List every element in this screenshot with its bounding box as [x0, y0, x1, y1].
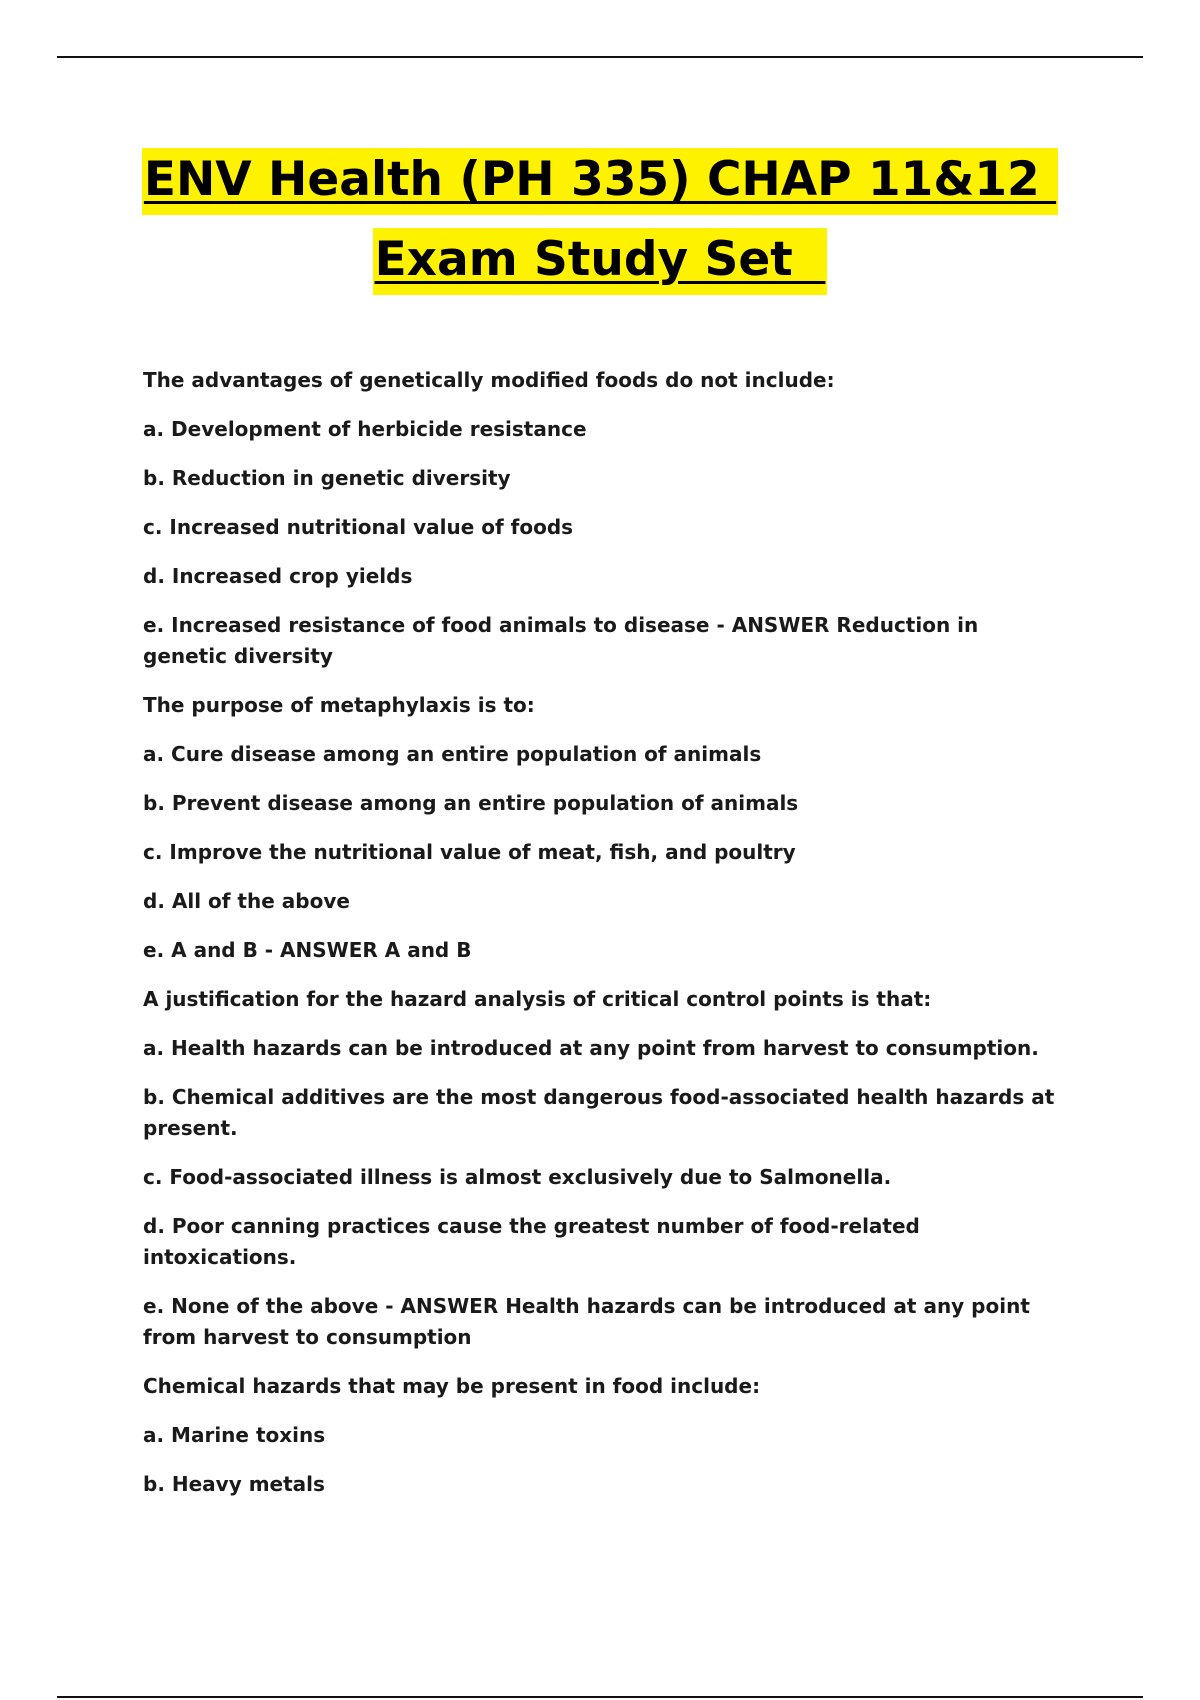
- question-2-option-c: c. Improve the nutritional value of meat, fish, and poultry: [143, 840, 796, 864]
- question-3-option-d: d. Poor canning practices cause the greatest number of food-related intoxications.: [143, 1214, 920, 1269]
- question-1-option-d: d. Increased crop yields: [143, 564, 413, 588]
- question-1-option-e-answer: e. Increased resistance of food animals to disease - ANSWER Reduction in genetic diversity: [143, 613, 979, 668]
- question-list: [143, 365, 1063, 1518]
- question-1: The advantages of genetically modified foods do not include:: [143, 368, 835, 392]
- question-2-option-d: d. All of the above: [143, 889, 350, 913]
- document-title-line-2: Exam Study Set: [373, 228, 828, 295]
- top-rule: [57, 56, 1143, 58]
- document-title-line-1: ENV Health (PH 335) CHAP 11&12: [142, 148, 1058, 215]
- title-block: [0, 140, 1200, 300]
- question-3-option-e-answer: e. None of the above - ANSWER Health hazards can be introduced at any point from harvest to consumption: [143, 1294, 1030, 1349]
- question-2: The purpose of metaphylaxis is to:: [143, 693, 535, 717]
- bottom-rule: [57, 1696, 1143, 1698]
- question-1-option-b: b. Reduction in genetic diversity: [143, 466, 511, 490]
- question-3-option-c: c. Food-associated illness is almost exclusively due to Salmonella.: [143, 1165, 892, 1189]
- question-3-option-a: a. Health hazards can be introduced at any point from harvest to consumption.: [143, 1036, 1039, 1060]
- title-line-1-wrap: [0, 140, 1200, 220]
- question-2-option-b: b. Prevent disease among an entire population of animals: [143, 791, 799, 815]
- question-1-option-c: c. Increased nutritional value of foods: [143, 515, 574, 539]
- question-3-option-b: b. Chemical additives are the most dangerous food-associated health hazards at present.: [143, 1085, 1055, 1140]
- question-4-option-a: a. Marine toxins: [143, 1423, 326, 1447]
- question-4: Chemical hazards that may be present in food include:: [143, 1374, 761, 1398]
- question-2-option-a: a. Cure disease among an entire population of animals: [143, 742, 762, 766]
- question-1-option-a: a. Development of herbicide resistance: [143, 417, 587, 441]
- question-4-option-b: b. Heavy metals: [143, 1472, 325, 1496]
- question-3: A justification for the hazard analysis of critical control points is that:: [143, 987, 932, 1011]
- question-2-option-e-answer: e. A and B - ANSWER A and B: [143, 938, 472, 962]
- title-line-2-wrap: [0, 220, 1200, 300]
